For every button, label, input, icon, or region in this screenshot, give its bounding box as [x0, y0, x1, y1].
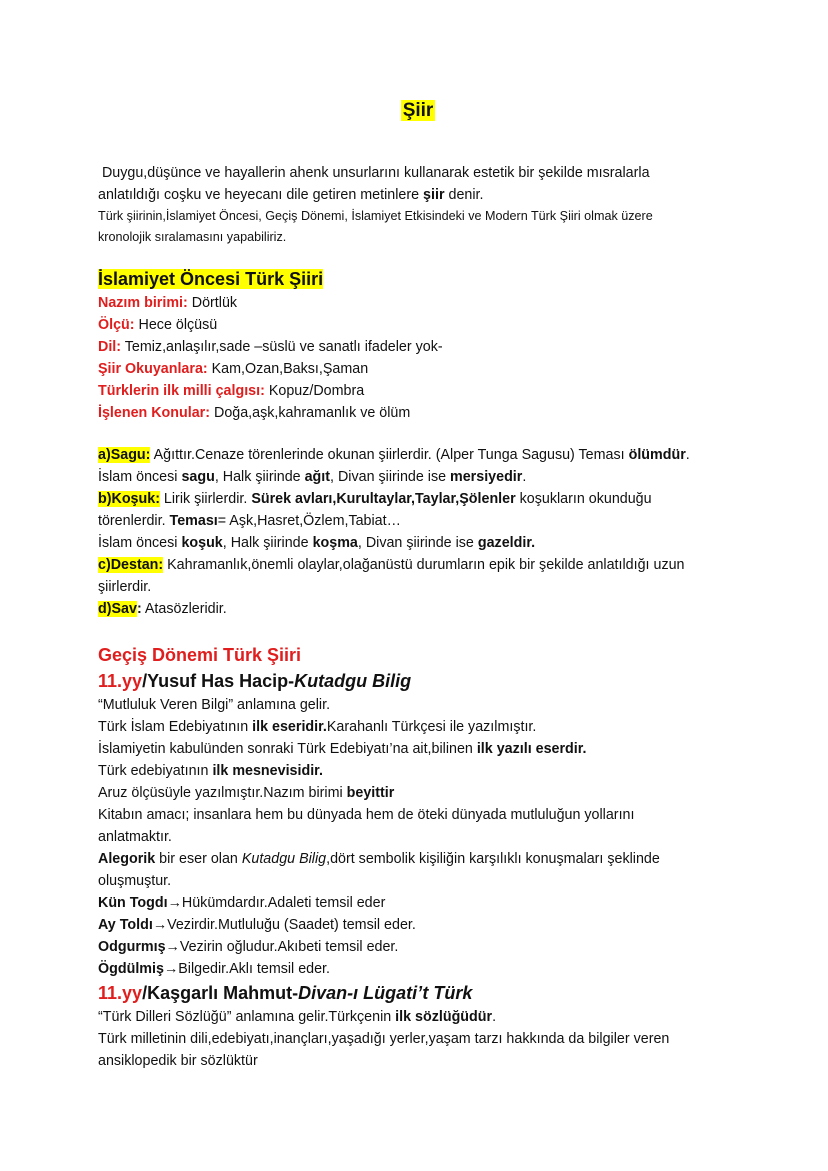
- transition-section: [98, 642, 738, 1072]
- property-row: İşlenen Konular: Doğa,aşk,kahramanlık ve ölüm: [98, 405, 411, 421]
- intro-line: Türk şiirinin,İslamiyet Öncesi, Geçiş Dönemi, İslamiyet Etkisindeki ve Modern Türk Şiiri olmak üzere: [98, 209, 653, 223]
- property-row: Nazım birimi: Dörtlük: [98, 295, 238, 311]
- kutadgu-line: oluşmuştur.: [98, 873, 172, 889]
- sagu-line: a)Sagu: Ağıttır.Cenaze törenlerinde okunan şiirlerdir. (Alper Tunga Sagusu) Teması ölümdür.: [98, 447, 690, 463]
- arrow-icon: →: [163, 961, 179, 977]
- intro-section: [98, 162, 738, 248]
- intro-line: anlatıldığı coşku ve heyecanı dile getiren metinlere şiir denir.: [98, 187, 484, 203]
- kutadgu-line: Alegorik bir eser olan Kutadgu Bilig,dört sembolik kişiliğin karşılıklı konuşmaları şeklinde: [98, 851, 660, 867]
- kutadgu-line: Türk edebiyatının ilk mesnevisidir.: [98, 763, 323, 779]
- kutadgu-line: Türk İslam Edebiyatının ilk eseridir.Karahanlı Türkçesi ile yazılmıştır.: [98, 719, 537, 735]
- character-row: Kün Togdı→Hükümdardır.Adaleti temsil eder: [98, 895, 386, 911]
- section-heading: Geçiş Dönemi Türk Şiiri: [98, 645, 302, 665]
- poem-types-section: [98, 444, 738, 620]
- kutadgu-line: İslamiyetin kabulünden sonraki Türk Edebiyatı’na ait,bilinen ilk yazılı eserdir.: [98, 741, 587, 757]
- page-title: Şiir: [402, 100, 434, 121]
- arrow-icon: →: [165, 939, 180, 955]
- divan-line: “Türk Dilleri Sözlüğü” anlamına gelir.Türkçenin ilk sözlüğüdür.: [98, 1009, 497, 1025]
- pre-islamic-section: [98, 266, 738, 424]
- divan-line: Türk milletinin dili,edebiyatı,inançları,yaşadığı yerler,yaşam tarzı hakkında da bilgiler veren: [98, 1031, 670, 1047]
- character-row: Ögdülmiş→Bilgedir.Aklı temsil eder.: [98, 961, 331, 977]
- intro-line: kronolojik sıralamasını yapabiliriz.: [98, 230, 287, 244]
- work-heading-kutadgu: 11.yy/Yusuf Has Hacip-Kutadgu Bilig: [98, 671, 412, 691]
- section-heading: İslamiyet Öncesi Türk Şiiri: [98, 269, 324, 289]
- property-row: Dil: Temiz,anlaşılır,sade –süslü ve sanatlı ifadeler yok-: [98, 339, 443, 355]
- property-row: Şiir Okuyanlara: Kam,Ozan,Baksı,Şaman: [98, 361, 369, 377]
- kosuk-line: İslam öncesi koşuk, Halk şiirinde koşma, Divan şiirinde ise gazeldir.: [98, 535, 536, 551]
- work-heading-divan: 11.yy/Kaşgarlı Mahmut-Divan-ı Lügati’t Türk: [98, 983, 473, 1003]
- character-row: Odgurmış→Vezirin oğludur.Akıbeti temsil eder.: [98, 939, 399, 955]
- sav-line: d)Sav: Atasözleridir.: [98, 601, 227, 617]
- kosuk-line: b)Koşuk: Lirik şiirlerdir. Sürek avları,Kurultaylar,Taylar,Şölenler koşukların okunduğu: [98, 491, 652, 507]
- property-row: Ölçü: Hece ölçüsü: [98, 317, 218, 333]
- kutadgu-line: “Mutluluk Veren Bilgi” anlamına gelir.: [98, 697, 331, 713]
- arrow-icon: →: [167, 895, 182, 911]
- destan-line: şiirlerdir.: [98, 579, 152, 595]
- kosuk-line: törenlerdir. Teması= Aşk,Hasret,Özlem,Tabiat…: [98, 513, 401, 529]
- kutadgu-line: anlatmaktır.: [98, 829, 172, 845]
- divan-line: ansiklopedik bir sözlüktür: [98, 1053, 258, 1069]
- arrow-icon: →: [152, 917, 168, 933]
- property-row: Türklerin ilk milli çalgısı: Kopuz/Dombra: [98, 383, 365, 399]
- destan-line: c)Destan: Kahramanlık,önemli olaylar,olağanüstü durumların epik bir şekilde anlatıldığı uzun: [98, 557, 685, 573]
- sagu-line: İslam öncesi sagu, Halk şiirinde ağıt, Divan şiirinde ise mersiyedir.: [98, 469, 527, 485]
- intro-line: Duygu,düşünce ve hayallerin ahenk unsurlarını kullanarak estetik bir şekilde mısralarla: [101, 165, 650, 181]
- kutadgu-line: Aruz ölçüsüyle yazılmıştır.Nazım birimi beyittir: [98, 785, 395, 801]
- character-row: Ay Toldı→Vezirdir.Mutluluğu (Saadet) temsil eder.: [98, 917, 416, 933]
- kutadgu-line: Kitabın amacı; insanlara hem bu dünyada hem de öteki dünyada mutluluğun yollarını: [98, 807, 635, 823]
